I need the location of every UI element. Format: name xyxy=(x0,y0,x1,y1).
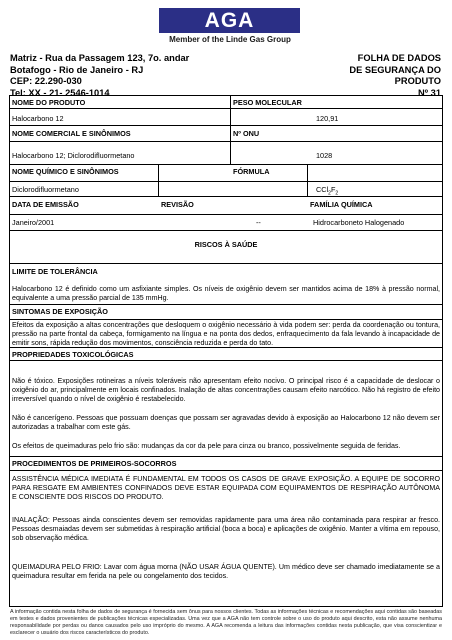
title-line: DE SEGURANÇA DO xyxy=(349,64,441,75)
symptoms-label: SINTOMAS DE EXPOSIÇÃO xyxy=(12,307,108,316)
chemical-label: NOME QUÍMICO E SINÔNIMOS xyxy=(12,167,119,176)
symptoms-text: Efeitos da exposição a altas concentrações que desloquem o oxigênio necessário à vida podem ser: perda da coordenação ou tontura, pressão na parte frontal da cabeça, formigamento na língua e na ponta dos dedos, enfraquecimento da fala levando à incapacidade de emitir sons, rápida redução dos movimentos, consciência reduzida e perda do tato. xyxy=(12,321,440,348)
divider xyxy=(9,319,443,320)
divider xyxy=(9,456,443,457)
first-aid-text: INALAÇÃO: Pessoas ainda conscientes devem ser removidas rapidamente para uma área não contaminada para respirar ar fresco. Pessoas desmaiadas devem ser submetidas à respiração artificial (boca a boca) e aplicações de oxigênio. Manter a vítima em repouso, sob observação médica. xyxy=(12,516,440,543)
divider xyxy=(9,230,443,231)
divider xyxy=(9,196,443,197)
onu-label: Nº ONU xyxy=(233,129,260,138)
divider xyxy=(9,263,443,264)
product-label: NOME DO PRODUTO xyxy=(12,98,86,107)
title-line: FOLHA DE DADOS xyxy=(357,53,441,63)
first-aid-text: ASSISTÊNCIA MÉDICA IMEDIATA É FUNDAMENTAL EM TODOS OS CASOS DE GRAVE EXPOSIÇÃO. A EQUIPE DE SOCORRO PARA RESGATE EM AMBIENTES CONFINADOS DEVE ESTAR EQUIPADA COM EQUIPAMENTOS DE RESPIRAÇÃO AUTÔNOMA E CONSCIENTE DOS RISCOS DO PRODUTO. xyxy=(12,475,440,502)
column-divider xyxy=(158,164,159,196)
toxicology-text: Não é tóxico. Exposições rotineiras a níveis toleráveis não apresentam efeito nocivo. O principal risco é a capacidade de deslocar o oxigênio do ar, principalmente em locais confinados. Inalação de altas concentrações causam efeito narcótico. Não há registro de efeito irreversível quando o nível de oxigênio é restabelecido. xyxy=(12,377,440,404)
commercial-value: Halocarbono 12; Diclorodifluormetano xyxy=(12,151,135,160)
company-address xyxy=(10,53,189,99)
first-aid-text: QUEIMADURA PELO FRIO: Lavar com água morna (NÃO USAR ÁGUA QUENTE). Um médico deve ser chamado imediatamente se a queimadura resultar em ferida na pele ou congelamento dos tecidos. xyxy=(12,563,440,581)
divider xyxy=(9,141,443,142)
product-value: Halocarbono 12 xyxy=(12,114,64,123)
logo-tagline: Member of the Linde Gas Group xyxy=(169,35,291,44)
revision-value: -- xyxy=(256,218,261,227)
title-line: PRODUTO xyxy=(394,76,441,86)
divider xyxy=(9,108,443,109)
divider xyxy=(9,360,443,361)
family-value: Hidrocarboneto Halogenado xyxy=(313,218,405,227)
onu-value: 1028 xyxy=(316,151,333,160)
logo-brand: AGA xyxy=(204,8,255,32)
title-line: Nº 31 xyxy=(417,87,441,98)
tolerance-text: Halocarbono 12 é definido como um asfixiante simples. Os níveis de oxigênio devem ser mantidos acima de 18% à pressão normal, equivalente a uma pressão parcial de 135 mmHg. xyxy=(12,285,440,303)
toxicology-text: Os efeitos de queimaduras pelo frio são: mudanças da cor da pele para cinza ou branco, possivelmente seguida de feridas. xyxy=(12,442,401,450)
column-divider xyxy=(307,164,308,196)
health-risks-title: RISCOS À SAÚDE xyxy=(194,240,258,249)
column-divider xyxy=(230,95,231,164)
revision-label: REVISÃO xyxy=(161,200,194,209)
emission-value: Janeiro/2001 xyxy=(12,218,55,227)
address-line: Botafogo - Rio de Janeiro - RJ xyxy=(10,64,144,75)
formula-value: $CCl_2F_2$ xyxy=(316,185,339,197)
divider xyxy=(9,304,443,305)
divider xyxy=(9,181,443,182)
aga-logo xyxy=(159,8,300,33)
chemical-value: Diclorodifluormetano xyxy=(12,185,79,194)
divider xyxy=(9,470,443,471)
address-line: Tel: XX - 21- 2546-1014 xyxy=(10,87,110,98)
disclaimer: A informação contida nesta folha de dados de segurança é fornecida sem ônus para nossos clientes. Todas as informações técnicas e recomendações aqui contidas são baseadas em testes e dados provenientes de publicações técnicas especializadas. Uma vez que a AGA não tem controle sobre o uso do produto aqui descrito, esta não assume nenhuma responsabilidade por perdas ou danos causados pelo uso impróprio do mesmo. A AGA recomenda a leitura das informações contidas nesta publicação, que visa conscientizar e esclarecer o usuário dos riscos característicos do produto. xyxy=(10,609,442,636)
tolerance-label: LIMITE DE TOLERÂNCIA xyxy=(12,267,98,276)
weight-value: 120,91 xyxy=(316,114,339,123)
divider xyxy=(9,214,443,215)
commercial-label: NOME COMERCIAL E SINÔNIMOS xyxy=(12,129,131,138)
divider xyxy=(9,125,443,126)
address-line: Matriz - Rua da Passagem 123, 7o. andar xyxy=(10,53,190,63)
formula-label: FÓRMULA xyxy=(233,167,270,176)
toxicology-label: PROPRIEDADES TOXICOLÓGICAS xyxy=(12,350,134,359)
first-aid-label: PROCEDIMENTOS DE PRIMEIROS-SOCORROS xyxy=(12,459,177,468)
address-line: CEP: 22.290-030 xyxy=(10,76,82,86)
emission-label: DATA DE EMISSÃO xyxy=(12,200,79,209)
divider xyxy=(9,164,443,165)
family-label: FAMÍLIA QUÍMICA xyxy=(310,200,373,209)
toxicology-text: Não é cancerígeno. Pessoas que possuam doenças que possam ser agravadas devido à exposição ao Halocarbono 12 não devem ser autorizadas a trabalhar com este gás. xyxy=(12,414,440,432)
weight-label: PESO MOLECULAR xyxy=(233,98,302,107)
document-title xyxy=(349,53,441,99)
